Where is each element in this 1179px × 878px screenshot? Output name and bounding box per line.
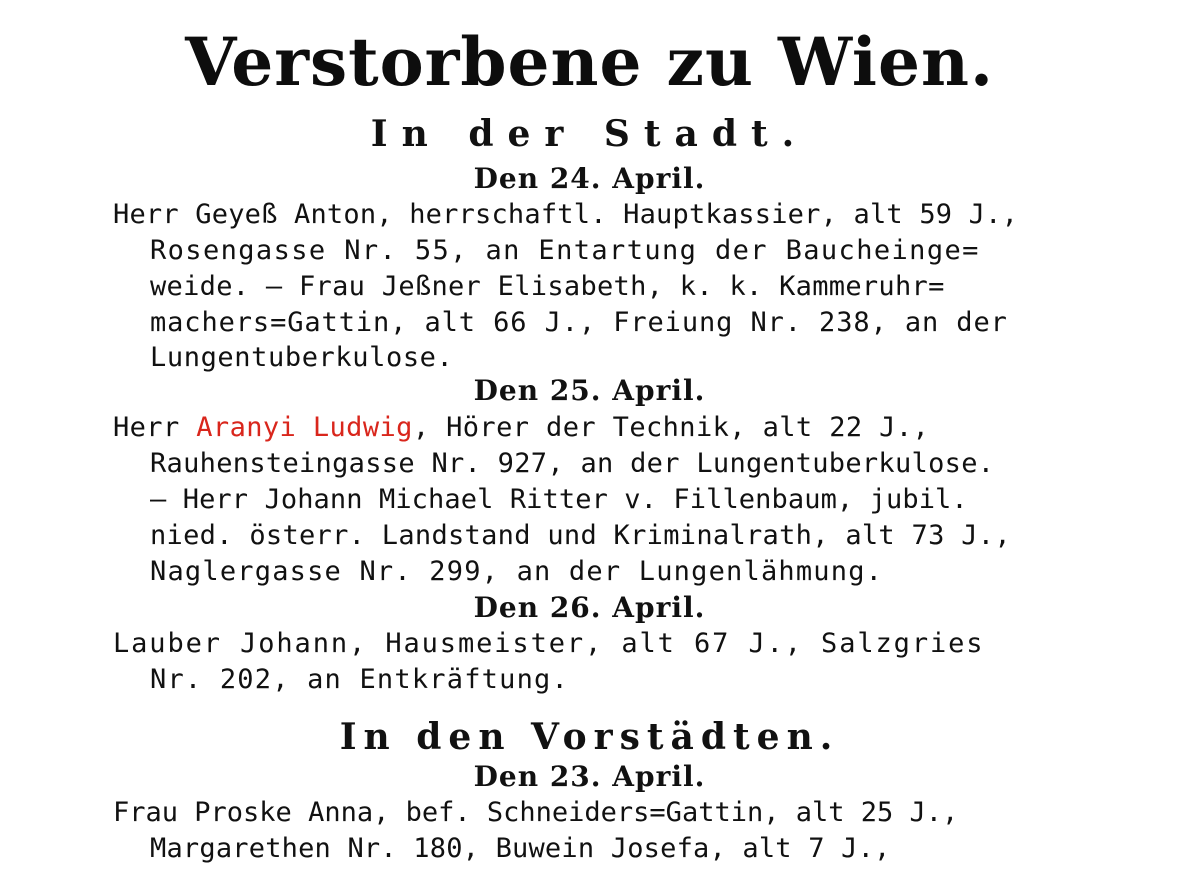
entry-line: Lungentuberkulose. [150,342,454,373]
entry-prefix: Herr [113,412,197,443]
entry-line: Lauber Johann, Hausmeister, alt 67 J., Salzgries [113,628,985,659]
date-heading: Den 24. April. [473,162,706,195]
entry-line: Naglergasse Nr. 299, an der Lungenlähmung. [150,556,884,587]
entry-line-highlighted [113,411,929,445]
entry-suffix: , Hörer der Technik, alt 22 J., [412,412,930,443]
entry-line: nied. österr. Landstand und Kriminalrath, alt 73 J., [150,520,1011,551]
entry-line: — Herr Johann Michael Ritter v. Fillenbaum, jubil. [150,484,968,515]
entry-line: Frau Proske Anna, bef. Schneiders=Gattin, alt 25 J., [113,797,959,828]
highlighted-name: Aranyi Ludwig [196,412,413,443]
section-heading-city: In der Stadt. [370,113,809,155]
entry-line: machers=Gattin, alt 66 J., Freiung Nr. 238, an der [150,307,1008,338]
entry-line: Nr. 202, an Entkräftung. [150,664,569,695]
entry-line: Rosengasse Nr. 55, an Entartung der Baucheinge= [150,235,980,266]
entry-line: Margarethen Nr. 180, Buwein Josefa, alt 7 J., [150,833,891,864]
date-heading: Den 26. April. [473,591,706,624]
entry-line: Rauhensteingasse Nr. 927, an der Lungentuberkulose. [150,448,995,479]
date-heading: Den 25. April. [473,374,706,407]
page-title: Verstorbene zu Wien. [185,23,994,101]
entry-line: weide. — Frau Jeßner Elisabeth, k. k. Kammeruhr= [150,271,945,302]
date-heading: Den 23. April. [473,760,706,793]
section-heading-suburbs: In den Vorstädten. [339,716,840,758]
entry-line: Herr Geyeß Anton, herrschaftl. Hauptkassier, alt 59 J., [113,199,1019,230]
